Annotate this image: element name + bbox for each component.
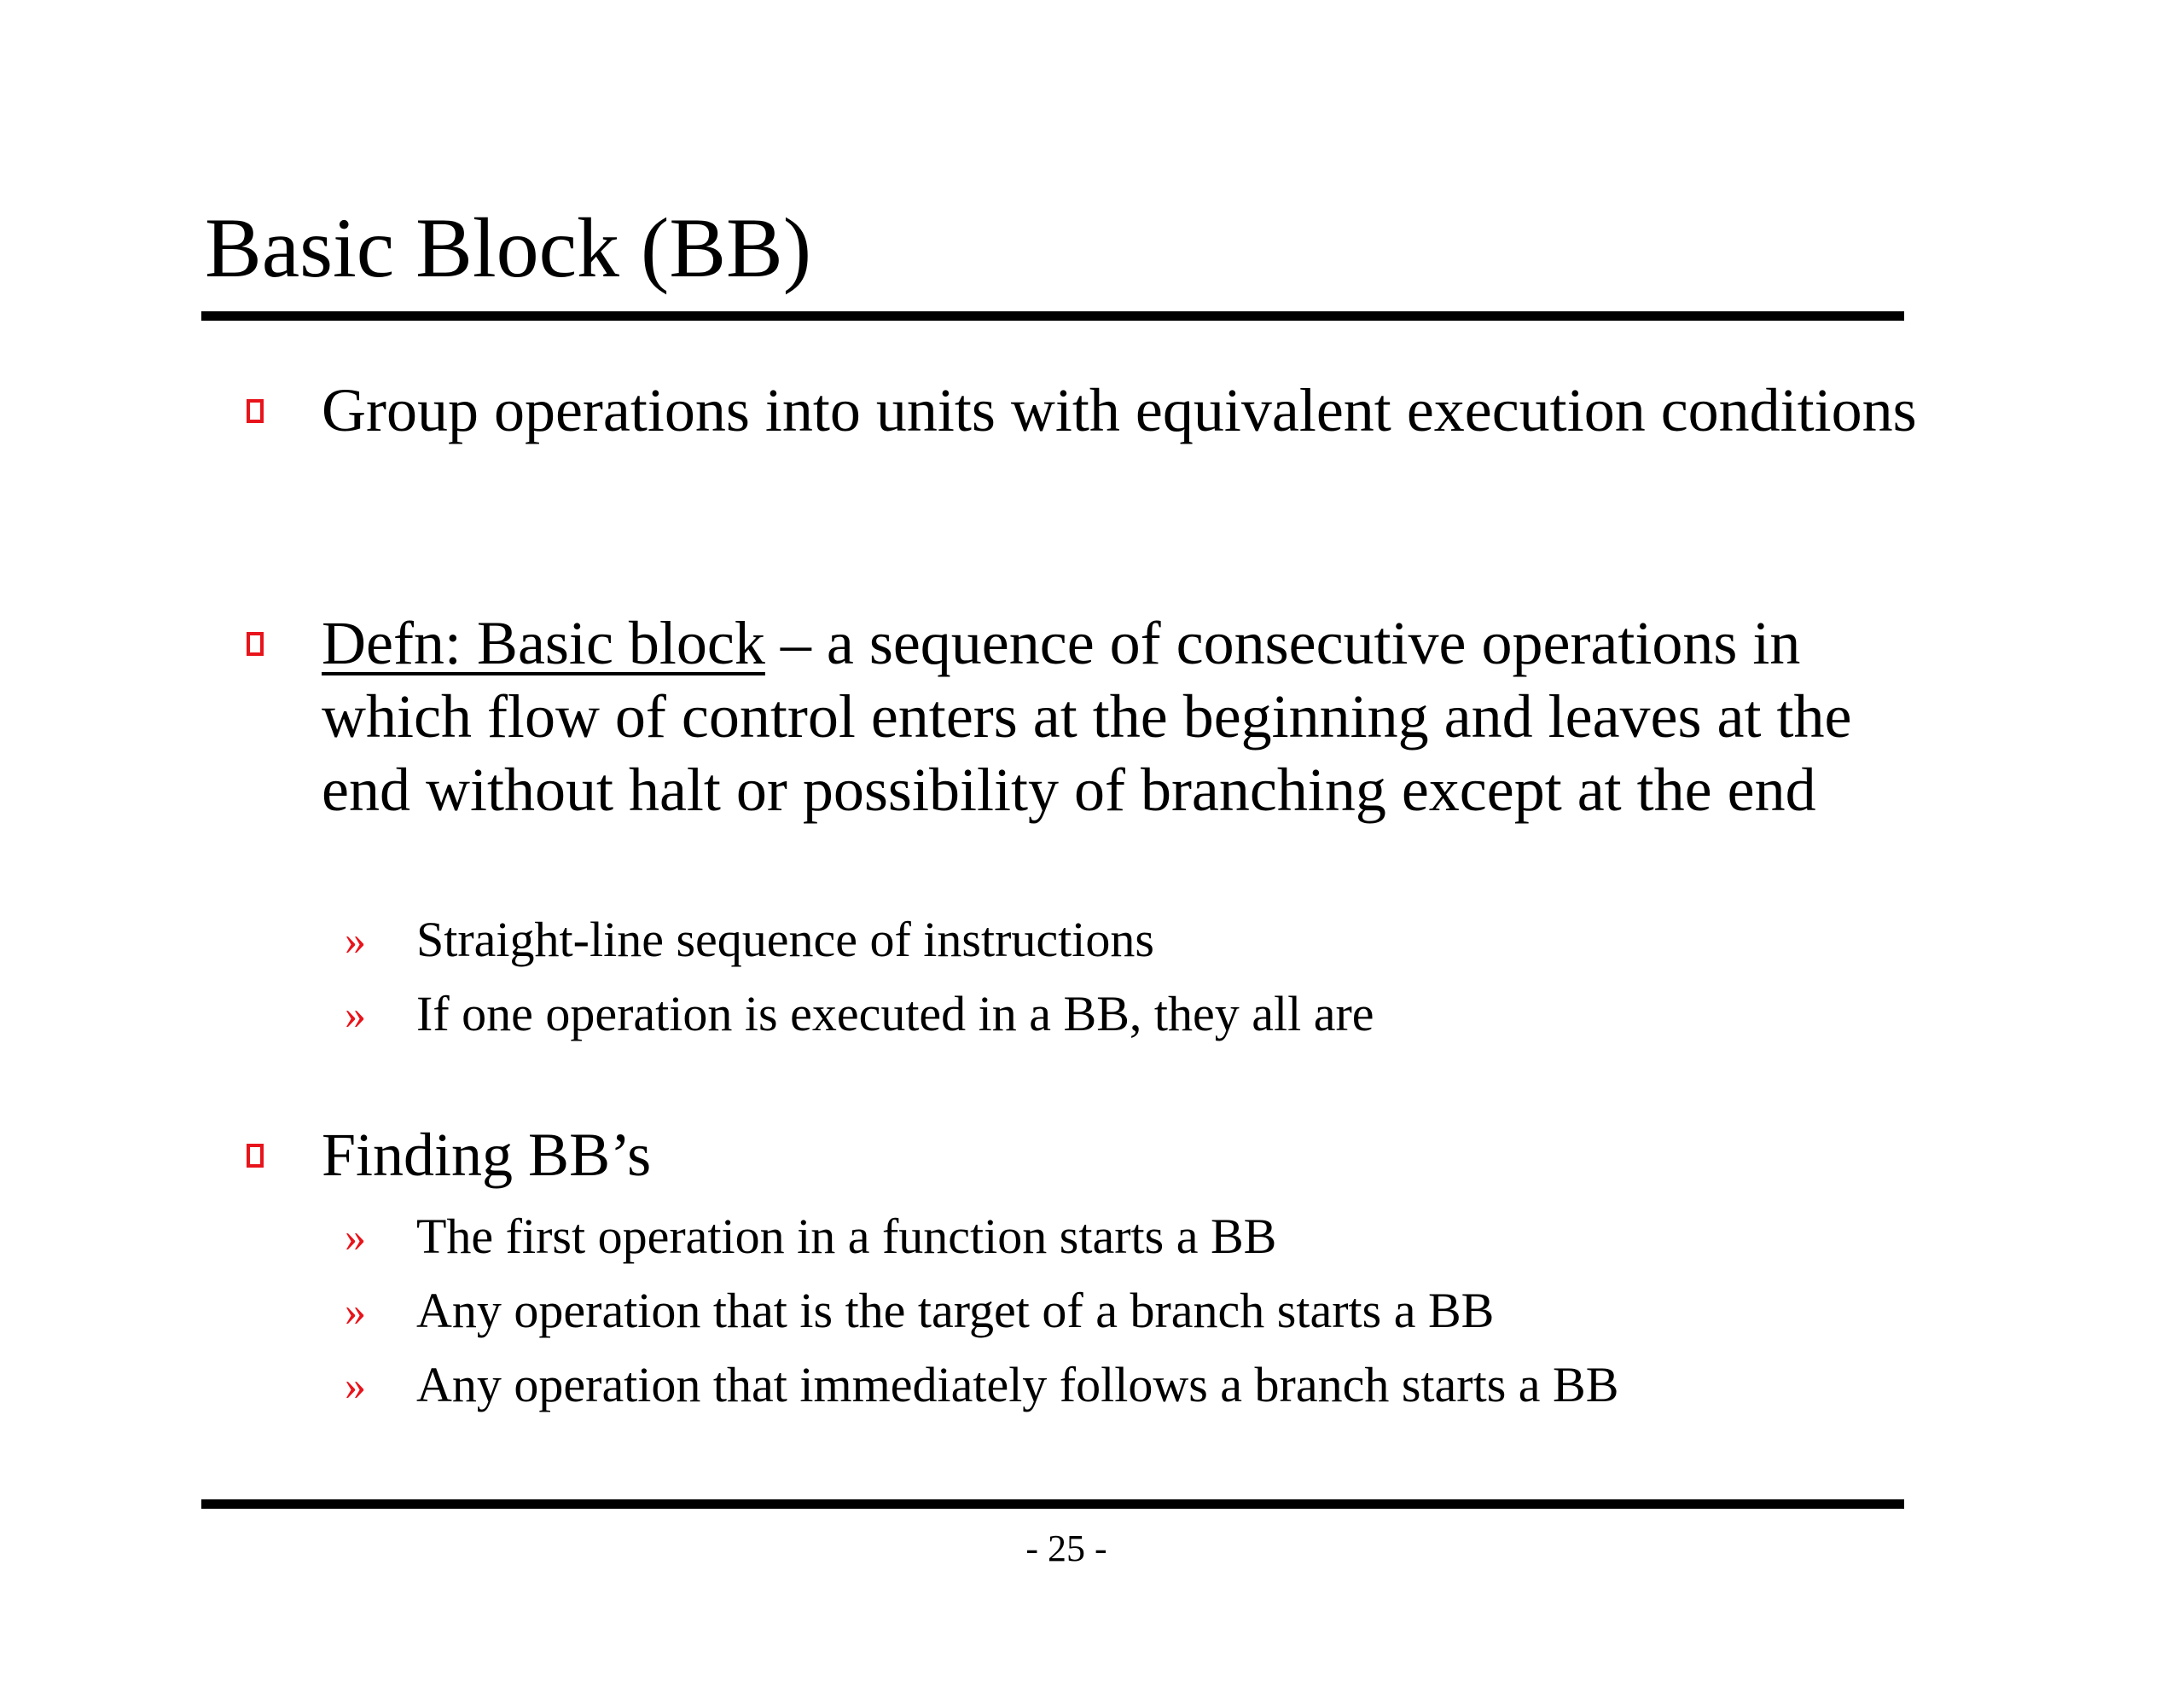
page-number: - 25 - <box>1025 1528 1107 1569</box>
definition-term: Defn: Basic block <box>322 609 765 677</box>
double-chevron-icon: » <box>345 916 366 964</box>
sub-item-text: If one operation is executed in a BB, they all are <box>416 986 1374 1041</box>
definition-body: – a sequence of consecutive operations in which flow of control enters at the beginning and leaves at the end without halt or possibility of branching except at the end <box>322 609 1852 824</box>
double-chevron-icon: » <box>345 990 366 1038</box>
sub-item-text: The first operation in a function starts a BB <box>416 1209 1277 1264</box>
double-chevron-icon: » <box>345 1361 366 1409</box>
double-chevron-icon: » <box>345 1287 366 1335</box>
hollow-square-icon <box>247 1144 264 1168</box>
hollow-square-icon <box>247 399 264 423</box>
bullet-text: Finding BB’s <box>322 1121 652 1189</box>
double-chevron-icon: » <box>345 1213 366 1261</box>
title-rule <box>201 311 1904 321</box>
bullet-text <box>322 606 1926 826</box>
hollow-square-icon <box>247 632 264 656</box>
slide-title: Basic Block (BB) <box>205 200 812 295</box>
bullet-text: Group operations into units with equivalent execution conditions <box>322 376 1917 444</box>
sub-item-text: Any operation that immediately follows a branch starts a BB <box>416 1357 1619 1412</box>
sub-item-text: Any operation that is the target of a branch starts a BB <box>416 1283 1495 1338</box>
sub-item-text: Straight-line sequence of instructions <box>416 912 1154 967</box>
footer-rule <box>201 1499 1904 1509</box>
